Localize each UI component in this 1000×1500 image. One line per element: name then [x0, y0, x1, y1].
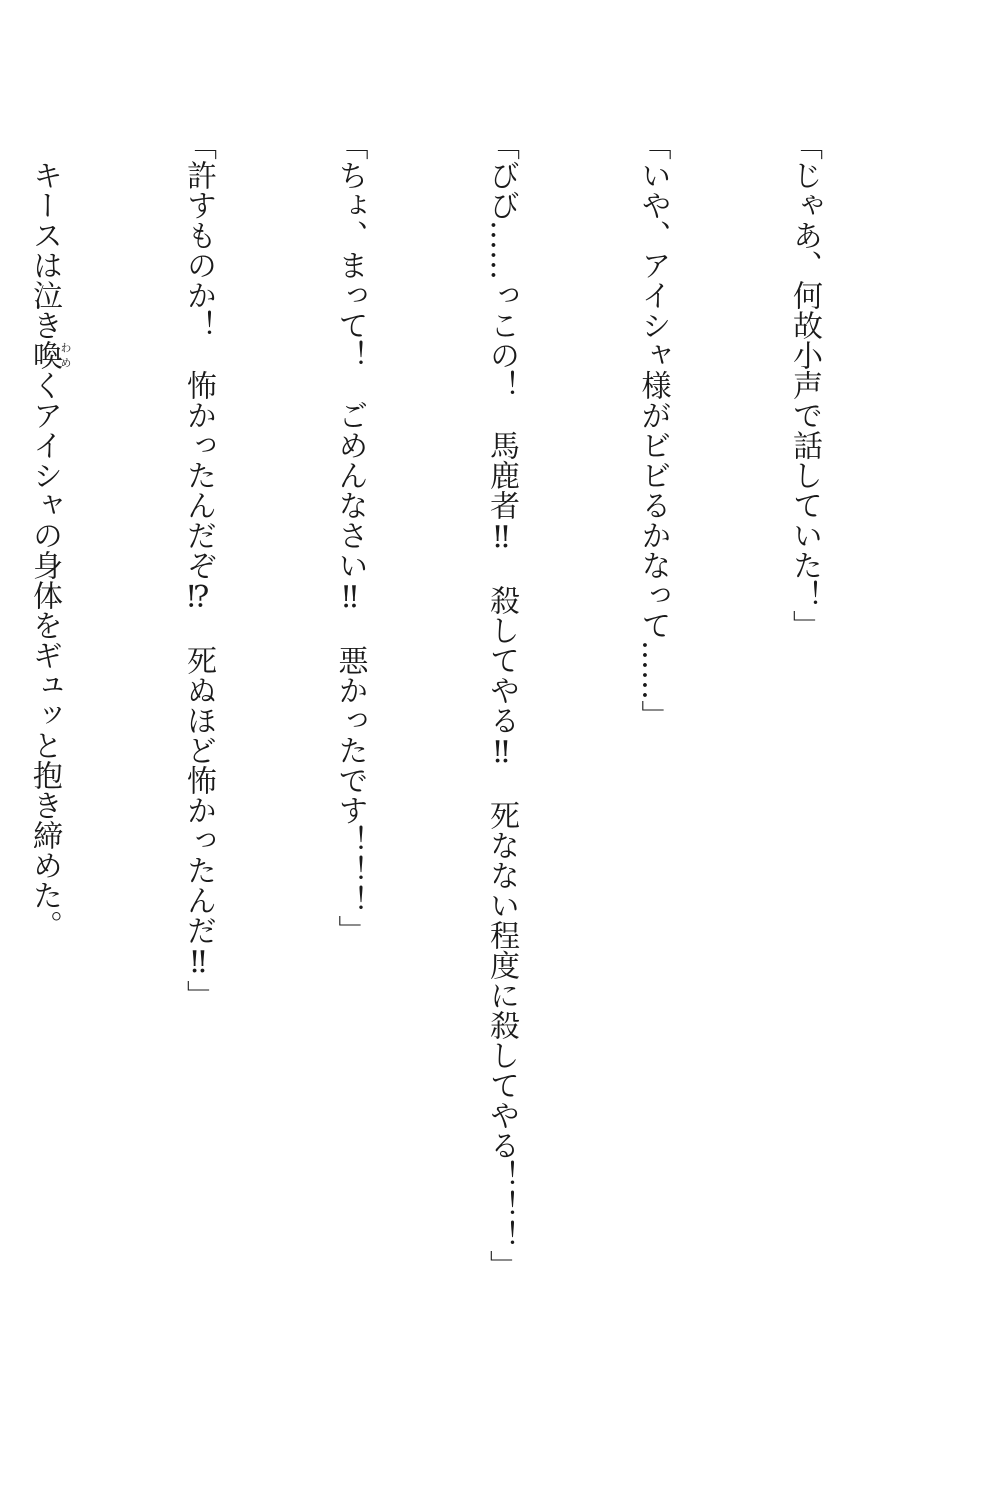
ruby-reading: わめ: [59, 340, 72, 370]
ruby-base: 喚: [27, 340, 62, 370]
text-line-3: 「びび……っこの！ 馬鹿者‼ 殺してやる‼ 死なない程度に殺してやる！！！」: [484, 130, 519, 1280]
text-line-1: 「じゃあ、何故小声で話していた！」: [787, 130, 822, 640]
vertical-text-body: [0, 130, 930, 1410]
text-line-6-before: キースは泣き: [27, 160, 62, 340]
text-line-4: 「ちょ、まって！ ごめんなさい‼ 悪かったです！！！」: [332, 130, 368, 945]
text-line-6-after: くアイシャの身体をギュッと抱き締めた。: [27, 370, 62, 940]
furigana-ruby: [27, 340, 72, 370]
text-line-6: [19, 130, 72, 1410]
text-line-2: 「いや、アイシャ様がビビるかなって……」: [635, 130, 671, 730]
text-line-5: 「許すものか！ 怖かったんだぞ⁉ 死ぬほど怖かったんだ‼」: [181, 130, 216, 1010]
